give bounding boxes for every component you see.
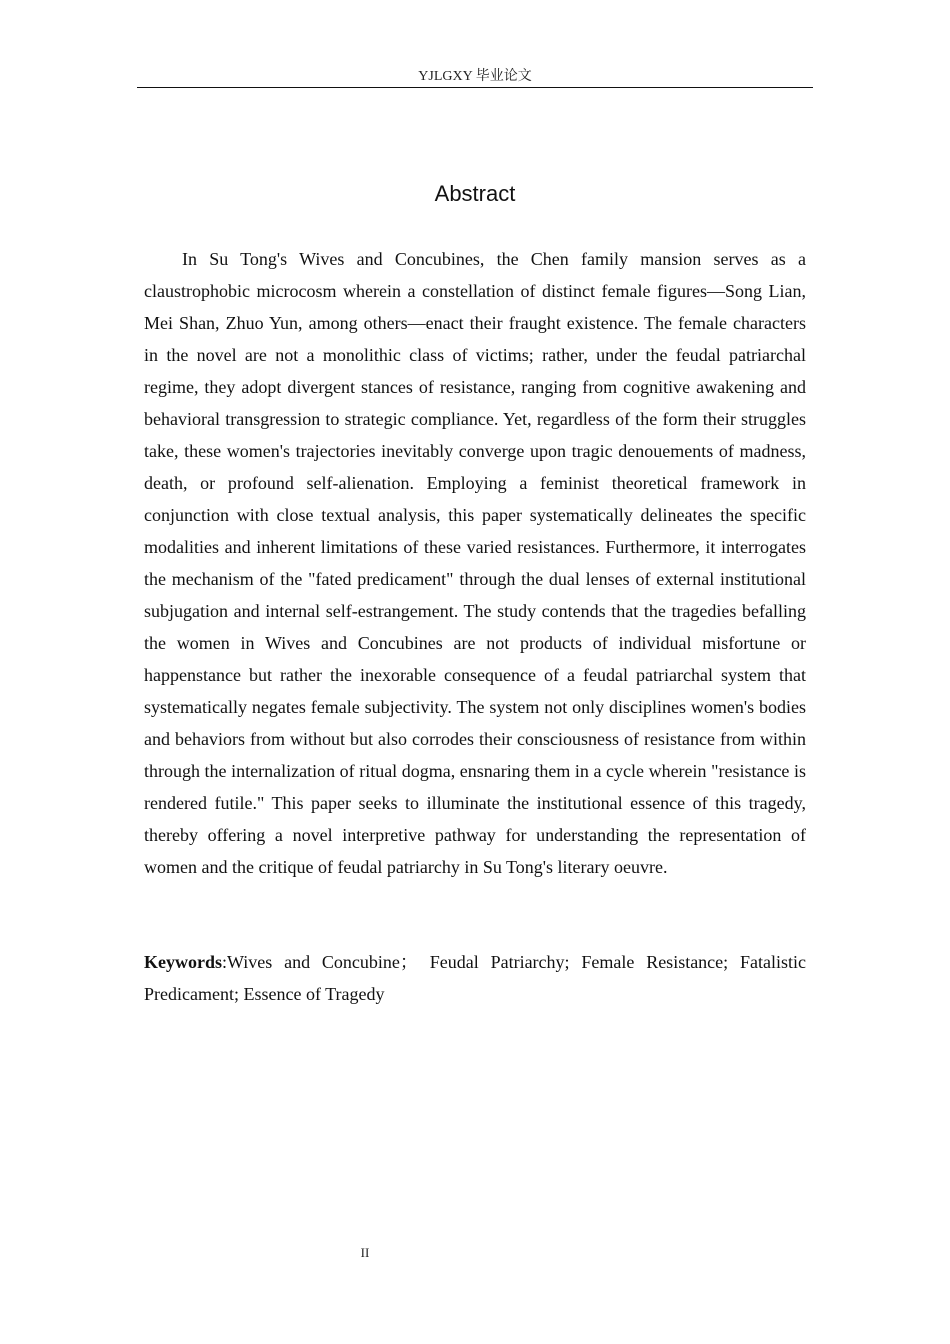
- abstract-body: In Su Tong's Wives and Concubines, the Chen family mansion serves as a claustrophobic microcosm wherein a constellation of distinct female figures—Song Lian, Mei Shan, Zhuo Yun, among others—enact their fraught existence. The female characters in the novel are not a monolithic class of victims; rather, under the feudal patriarchal regime, they adopt divergent stances of resistance, ranging from cognitive awakening and behavioral transgression to strategic compliance. Yet, regardless of the form their struggles take, these women's trajectories inevitably converge upon tragic denouements of madness, death, or profound self-alienation. Employing a feminist theoretical framework in conjunction with close textual analysis, this paper systematically delineates the specific modalities and inherent limitations of these varied resistances. Furthermore, it interrogates the mechanism of the "fated predicament" through the dual lenses of external institutional subjugation and internal self-estrangement. The study contends that the tragedies befalling the women in Wives and Concubines are not products of individual misfortune or happenstance but rather the inexorable consequence of a feudal patriarchal system that systematically negates female subjectivity. The system not only disciplines women's bodies and behaviors from without but also corrodes their consciousness of resistance from within through the internalization of ritual dogma, ensnaring them in a cycle wherein "resistance is rendered futile." This paper seeks to illuminate the institutional essence of this tragedy, thereby offering a novel interpretive pathway for understanding the representation of women and the critique of feudal patriarchy in Su Tong's literary oeuvre.: [144, 249, 806, 877]
- keywords-text: :Wives and Concubine； Feudal Patriarchy; Female Resistance; Fatalistic Predicament; Essence of Tragedy: [144, 952, 806, 1004]
- header-rule: [137, 87, 813, 88]
- abstract-title: Abstract: [434, 181, 516, 206]
- keywords-label: Keywords: [144, 952, 222, 972]
- page-number: II: [360, 1245, 370, 1260]
- running-header: YJLGXY 毕业论文: [418, 69, 532, 84]
- keywords-paragraph: [144, 946, 806, 1010]
